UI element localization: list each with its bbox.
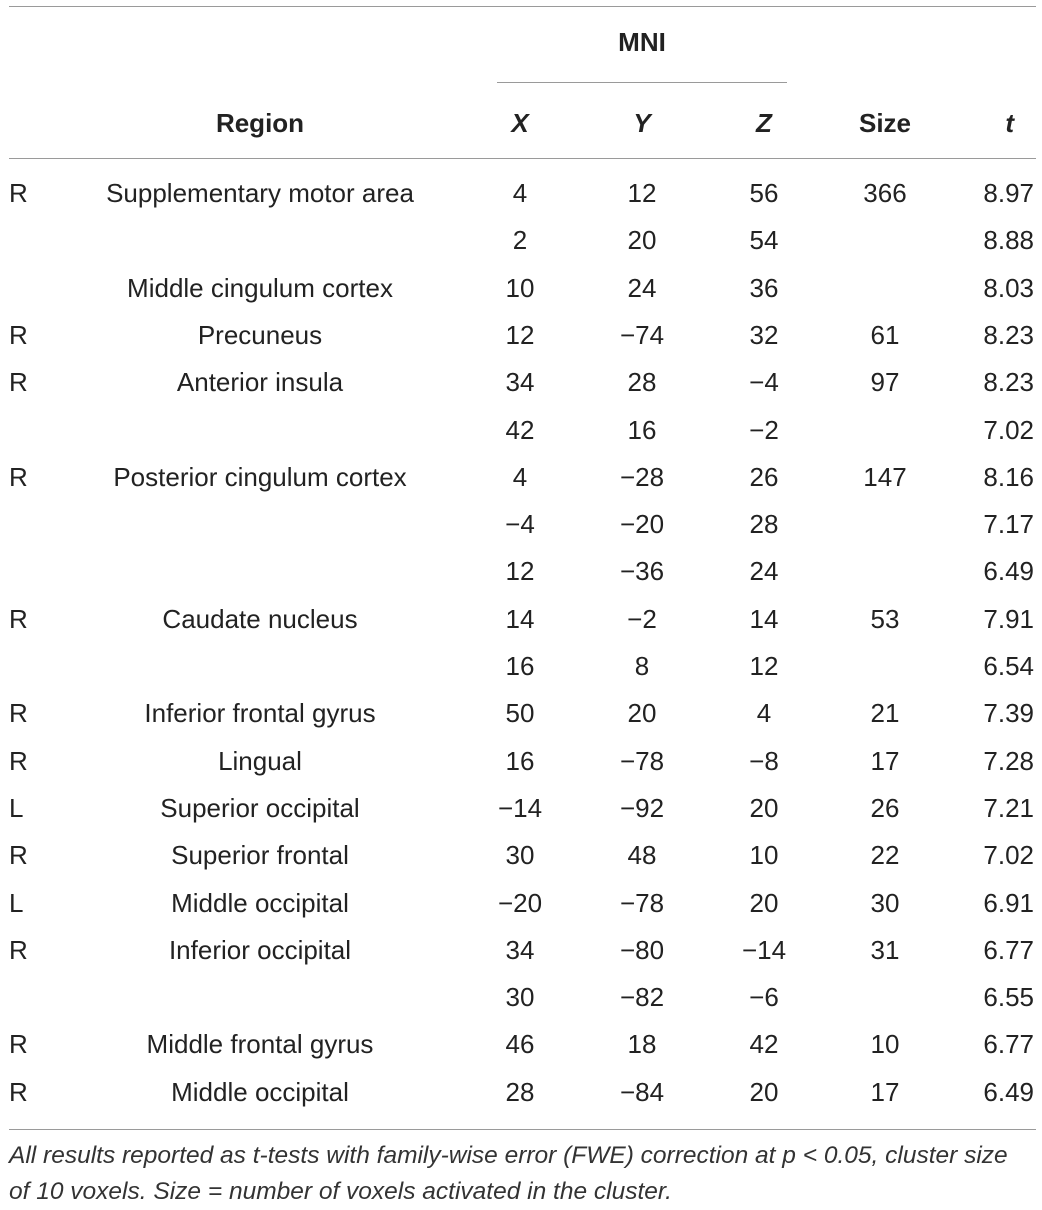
cell-y: 8 [634,651,650,681]
cell-z: 36 [749,273,779,303]
cell-y: −78 [619,746,665,776]
cell-t: 8.88 [983,225,1034,255]
cell-t: 8.97 [983,178,1034,208]
cell-x: 46 [505,1029,535,1059]
cell-y: 48 [627,840,657,870]
cell-y: −2 [627,604,657,634]
cell-size: 31 [870,935,900,965]
table-footnote: All results reported as t-tests with family-wise error (FWE) correction at p < 0.05, cluster size of 10 voxels. Size = number of voxels activated in the cluster. [9,1142,1008,1205]
header-size: Size [858,108,912,138]
cell-t: 6.77 [983,1029,1034,1059]
cell-t: 6.91 [983,888,1034,918]
cell-region: Middle cingulum cortex [127,273,393,303]
cell-y: −20 [619,509,665,539]
cell-t: 7.17 [983,509,1034,539]
cell-region: Superior frontal [171,840,349,870]
cell-z: −6 [749,982,779,1012]
cell-t: 6.54 [983,651,1034,681]
cell-t: 7.21 [983,793,1034,823]
cell-z: 4 [756,698,772,728]
cell-y: −36 [619,556,665,586]
cell-size: 22 [870,840,900,870]
cell-z: 10 [749,840,779,870]
cell-region: Middle occipital [171,1077,349,1107]
cell-x: −20 [497,888,543,918]
cell-y: 20 [627,225,657,255]
cell-x: 14 [505,604,535,634]
cell-z: 56 [749,178,779,208]
cell-y: 28 [627,367,657,397]
cell-size: 26 [870,793,900,823]
header-z: Z [756,108,772,138]
cell-z: 12 [749,651,779,681]
cell-t: 8.16 [983,462,1034,492]
cell-t: 6.49 [983,1077,1034,1107]
cell-size: 53 [870,604,900,634]
cell-hemisphere: R [9,1077,28,1107]
cell-hemisphere: R [9,320,28,350]
cell-z: 20 [749,793,779,823]
cell-z: 54 [749,225,779,255]
cell-hemisphere: R [9,1029,28,1059]
header-bottom-rule [9,158,1036,159]
cell-hemisphere: R [9,935,28,965]
cell-region: Caudate nucleus [162,604,358,634]
cell-x: 16 [505,746,535,776]
header-mni: MNI [618,27,666,57]
cell-region: Precuneus [197,320,323,350]
cell-t: 6.49 [983,556,1034,586]
cell-z: 20 [749,1077,779,1107]
cell-hemisphere: R [9,604,28,634]
cell-t: 6.55 [983,982,1034,1012]
cell-y: −92 [619,793,665,823]
cell-x: 50 [505,698,535,728]
cell-x: 12 [505,556,535,586]
cell-region: Lingual [218,746,302,776]
cell-y: −28 [619,462,665,492]
cell-y: −78 [619,888,665,918]
cell-t: 7.02 [983,415,1034,445]
cell-y: 20 [627,698,657,728]
cell-t: 7.39 [983,698,1034,728]
cell-y: 24 [627,273,657,303]
cell-x: 34 [505,935,535,965]
cell-hemisphere: R [9,746,28,776]
cell-t: 7.02 [983,840,1034,870]
cell-z: 28 [749,509,779,539]
cell-x: 30 [505,982,535,1012]
cell-z: 24 [749,556,779,586]
cell-x: −4 [505,509,535,539]
cell-region: Middle occipital [171,888,349,918]
cell-region: Inferior frontal gyrus [144,698,376,728]
cell-hemisphere: R [9,367,28,397]
cell-x: 30 [505,840,535,870]
cell-z: −2 [749,415,779,445]
cell-y: −84 [619,1077,665,1107]
cell-x: 28 [505,1077,535,1107]
cell-t: 8.23 [983,367,1034,397]
cell-size: 21 [870,698,900,728]
cell-region: Superior occipital [160,793,360,823]
cell-z: 42 [749,1029,779,1059]
header-t: t [1005,108,1014,138]
cell-y: −82 [619,982,665,1012]
cell-hemisphere: L [9,888,24,918]
cell-y: 18 [627,1029,657,1059]
cell-size: 30 [870,888,900,918]
cell-hemisphere: R [9,698,28,728]
cell-x: −14 [497,793,543,823]
cell-hemisphere: L [9,793,24,823]
cell-region: Anterior insula [176,367,344,397]
cell-t: 8.03 [983,273,1034,303]
cell-x: 4 [512,178,528,208]
cell-size: 147 [863,462,907,492]
cell-t: 7.28 [983,746,1034,776]
cell-size: 366 [863,178,907,208]
cell-x: 2 [512,225,528,255]
cell-z: 20 [749,888,779,918]
cell-hemisphere: R [9,840,28,870]
header-y: Y [633,108,651,138]
cell-region: Posterior cingulum cortex [113,462,407,492]
cell-x: 34 [505,367,535,397]
cell-size: 10 [870,1029,900,1059]
cell-y: 12 [627,178,657,208]
cell-t: 6.77 [983,935,1034,965]
cell-z: −4 [749,367,779,397]
cell-x: 12 [505,320,535,350]
cell-x: 4 [512,462,528,492]
cell-region: Supplementary motor area [106,178,414,208]
cell-region: Middle frontal gyrus [146,1029,374,1059]
cell-z: 14 [749,604,779,634]
cell-size: 97 [870,367,900,397]
cell-region: Inferior occipital [168,935,352,965]
cell-y: −74 [619,320,665,350]
cell-z: −14 [741,935,787,965]
table-bottom-rule [9,1129,1036,1130]
cell-hemisphere: R [9,178,28,208]
cell-z: 26 [749,462,779,492]
cell-z: 32 [749,320,779,350]
cell-z: −8 [749,746,779,776]
header-region: Region [215,108,305,138]
cell-size: 17 [870,1077,900,1107]
cell-x: 42 [505,415,535,445]
cell-x: 10 [505,273,535,303]
cell-t: 7.91 [983,604,1034,634]
cell-t: 8.23 [983,320,1034,350]
cell-size: 17 [870,746,900,776]
cell-x: 16 [505,651,535,681]
cell-y: 16 [627,415,657,445]
cell-hemisphere: R [9,462,28,492]
cell-y: −80 [619,935,665,965]
mni-group-underline [497,82,787,83]
table-top-rule [9,6,1036,7]
header-x: X [511,108,529,138]
cell-size: 61 [870,320,900,350]
